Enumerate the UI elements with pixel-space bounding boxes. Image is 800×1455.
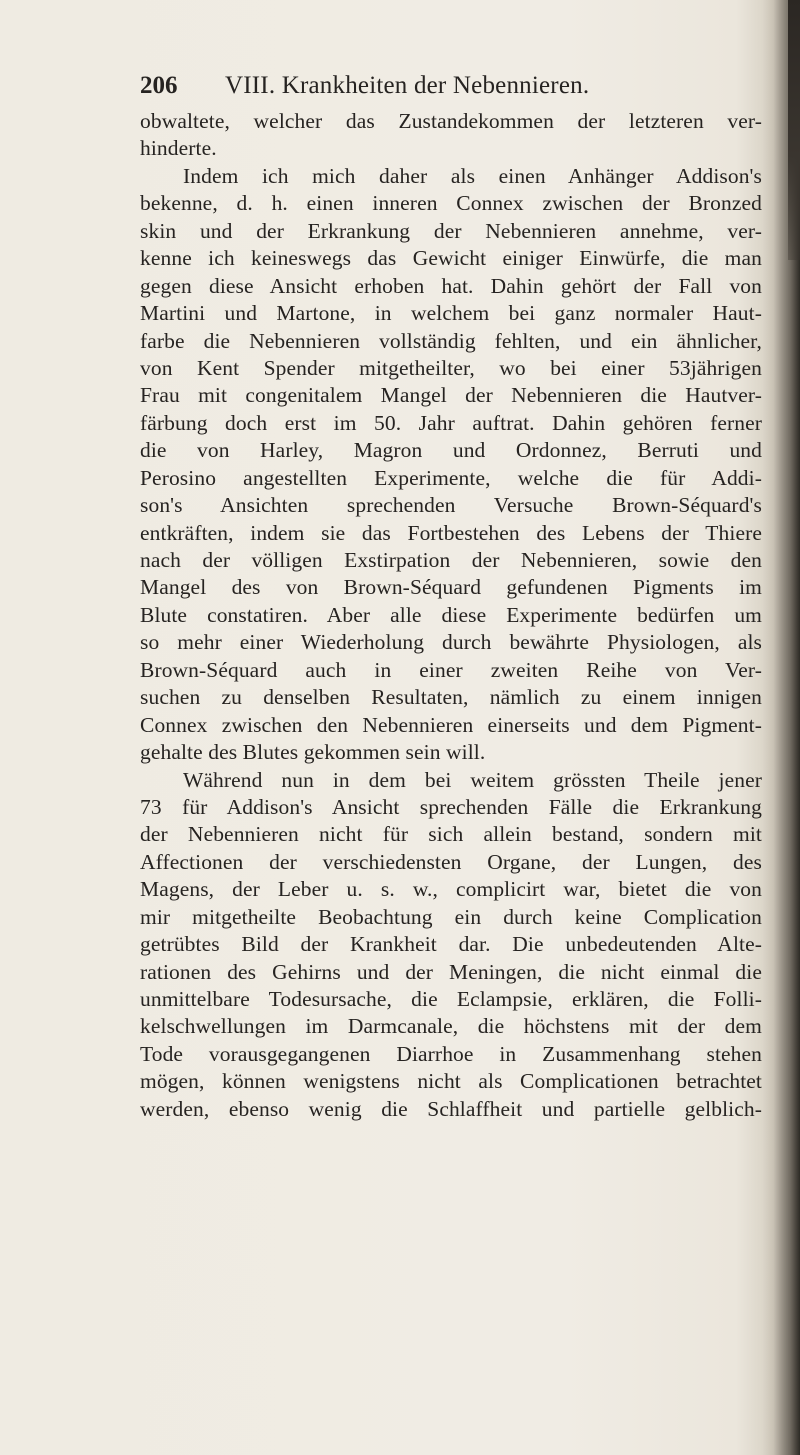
text-line: Brown-Séquard auch in einer zweiten Reihe von Ver- <box>140 657 762 682</box>
text-line: kenne ich keineswegs das Gewicht einiger Einwürfe, die man <box>140 246 762 271</box>
text-line: von Kent Spender mitgetheilter, wo bei einer 53jährigen <box>140 355 762 380</box>
text-line: farbe die Nebennieren vollständig fehlten, und ein ähnlicher, <box>140 328 762 353</box>
text-line: 73 für Addison's Ansicht sprechenden Fälle die Erkrankung <box>140 794 762 819</box>
text-line: gegen diese Ansicht erhoben hat. Dahin gehört der Fall von <box>140 273 762 298</box>
text-line: mögen, können wenigstens nicht als Complicationen betrachtet <box>140 1069 762 1094</box>
text-line: Martini und Martone, in welchem bei ganz normaler Haut- <box>140 301 762 326</box>
text-line: suchen zu denselben Resultaten, nämlich zu einem innigen <box>140 685 762 710</box>
binding-edge <box>788 0 800 260</box>
text-line: unmittelbare Todesursache, die Eclampsie, erklären, die Folli- <box>140 987 762 1011</box>
text-line: Magens, der Leber u. s. w., complicirt war, bietet die von <box>140 877 762 902</box>
text-line: Affectionen der verschiedensten Organe, der Lungen, des <box>140 849 762 874</box>
text-line: skin und der Erkrankung der Nebennieren annehme, ver- <box>140 218 762 243</box>
text-line: Mangel des von Brown-Séquard gefundenen Pigments im <box>140 575 762 600</box>
text-line: getrübtes Bild der Krankheit dar. Die unbedeutenden Alte- <box>140 932 762 957</box>
text-line: Tode vorausgegangenen Diarrhoe in Zusammenhang stehen <box>140 1041 762 1066</box>
text-line: Indem ich mich daher als einen Anhänger Addison's <box>183 163 762 188</box>
text-line: bekenne, d. h. einen inneren Connex zwischen der Bronzed <box>140 191 762 216</box>
text-line: mir mitgetheilte Beobachtung ein durch keine Complication <box>140 904 762 929</box>
text-line: obwaltete, welcher das Zustandekommen der letzteren ver- <box>140 109 762 133</box>
text-line: so mehr einer Wiederholung durch bewährte Physiologen, als <box>140 630 762 655</box>
text-line: kelschwellungen im Darmcanale, die höchstens mit der dem <box>140 1014 762 1039</box>
body-text <box>140 108 762 1123</box>
running-title: VIII. Krankheiten der Nebennieren. <box>225 72 590 99</box>
text-line: son's Ansichten sprechenden Versuche Brown-Séquard's <box>140 493 762 518</box>
text-line: Perosino angestellten Experimente, welche die für Addi- <box>140 465 762 490</box>
text-line: Während nun in dem bei weitem grössten Theile jener <box>183 767 762 792</box>
text-line: die von Harley, Magron und Ordonnez, Berruti und <box>140 438 762 463</box>
text-line: hinderte. <box>140 136 217 161</box>
text-line: entkräften, indem sie das Fortbestehen des Lebens der Thiere <box>140 520 762 545</box>
text-line: werden, ebenso wenig die Schlaffheit und partielle gelblich- <box>140 1096 762 1121</box>
text-line: rationen des Gehirns und der Meningen, die nicht einmal die <box>140 959 762 984</box>
text-line: der Nebennieren nicht für sich allein bestand, sondern mit <box>140 822 762 847</box>
text-line: färbung doch erst im 50. Jahr auftrat. Dahin gehören ferner <box>140 410 762 435</box>
text-line: Connex zwischen den Nebennieren einerseits und dem Pigment- <box>140 712 762 737</box>
text-line: nach der völligen Exstirpation der Nebennieren, sowie den <box>140 548 762 572</box>
page-number: 206 <box>140 72 178 99</box>
text-line: gehalte des Blutes gekommen sein will. <box>140 740 486 765</box>
text-line: Blute constatiren. Aber alle diese Experimente bedürfen um <box>140 602 762 627</box>
text-line: Frau mit congenitalem Mangel der Nebennieren die Hautver- <box>140 383 762 408</box>
